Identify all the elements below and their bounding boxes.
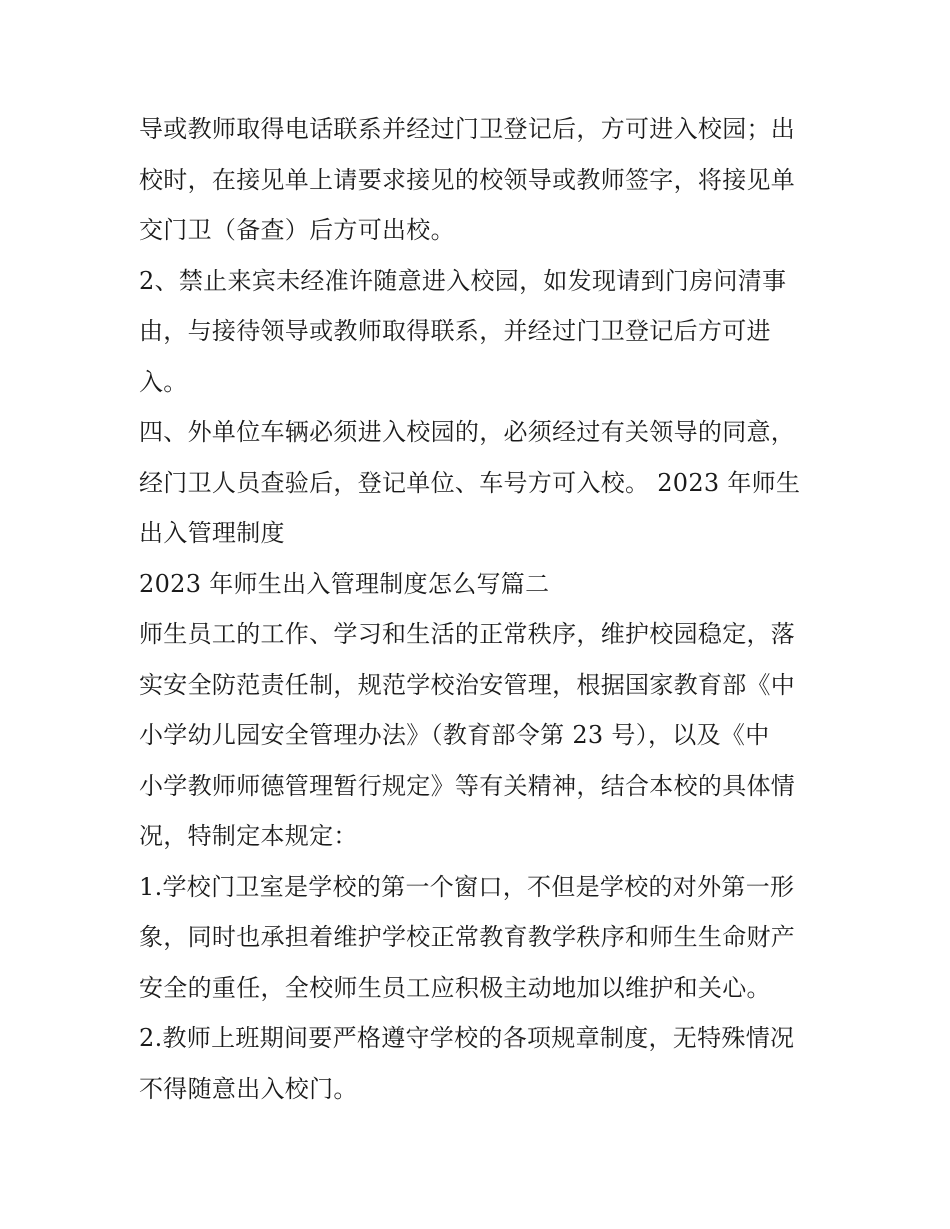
text-line: 导或教师取得电话联系并经过门卫登记后，方可进入校园；出 <box>139 115 796 143</box>
text-line: 况，特制定本规定： <box>139 822 358 850</box>
text-line: 实安全防范责任制，规范学校治安管理，根据国家教育部《中 <box>139 670 796 699</box>
text-line: 不得随意出入校门。 <box>139 1074 358 1103</box>
text-line: 象，同时也承担着维护学校正常教育教学秩序和师生生命财产 <box>139 923 796 951</box>
text-line: 2、禁止来宾未经准许随意进入校园，如发现请到门房问清事 <box>139 266 787 295</box>
text-line: 入。 <box>139 367 188 396</box>
text-line: 校时，在接见单上请要求接见的校领导或教师签字，将接见单 <box>139 165 796 194</box>
text-line: 2.教师上班期间要严格遵守学校的各项规章制度，无特殊情况 <box>139 1024 795 1052</box>
text-line: 小学幼儿园安全管理办法》（教育部令第 23 号），以及《中 <box>139 721 770 749</box>
section-heading: 2023 年师生出入管理制度怎么写篇二 <box>139 569 550 598</box>
text-line: 交门卫（备查）后方可出校。 <box>139 216 455 244</box>
text-line: 经门卫人员查验后，登记单位、车号方可入校。 2023 年师生 <box>139 468 801 497</box>
text-line: 由，与接待领导或教师取得联系，并经过门卫登记后方可进 <box>139 317 771 345</box>
text-line: 1.学校门卫室是学校的第一个窗口，不但是学校的对外第一形 <box>139 872 795 901</box>
text-line: 四、外单位车辆必须进入校园的，必须经过有关领导的同意， <box>139 418 796 446</box>
document-body <box>139 104 819 1114</box>
text-line: 安全的重任，全校师生员工应积极主动地加以维护和关心。 <box>139 973 771 1002</box>
text-line: 小学教师师德管理暂行规定》等有关精神，结合本校的具体情 <box>139 771 796 800</box>
text-line: 师生员工的工作、学习和生活的正常秩序，维护校园稳定，落 <box>139 620 796 648</box>
text-line: 出入管理制度 <box>139 519 285 547</box>
